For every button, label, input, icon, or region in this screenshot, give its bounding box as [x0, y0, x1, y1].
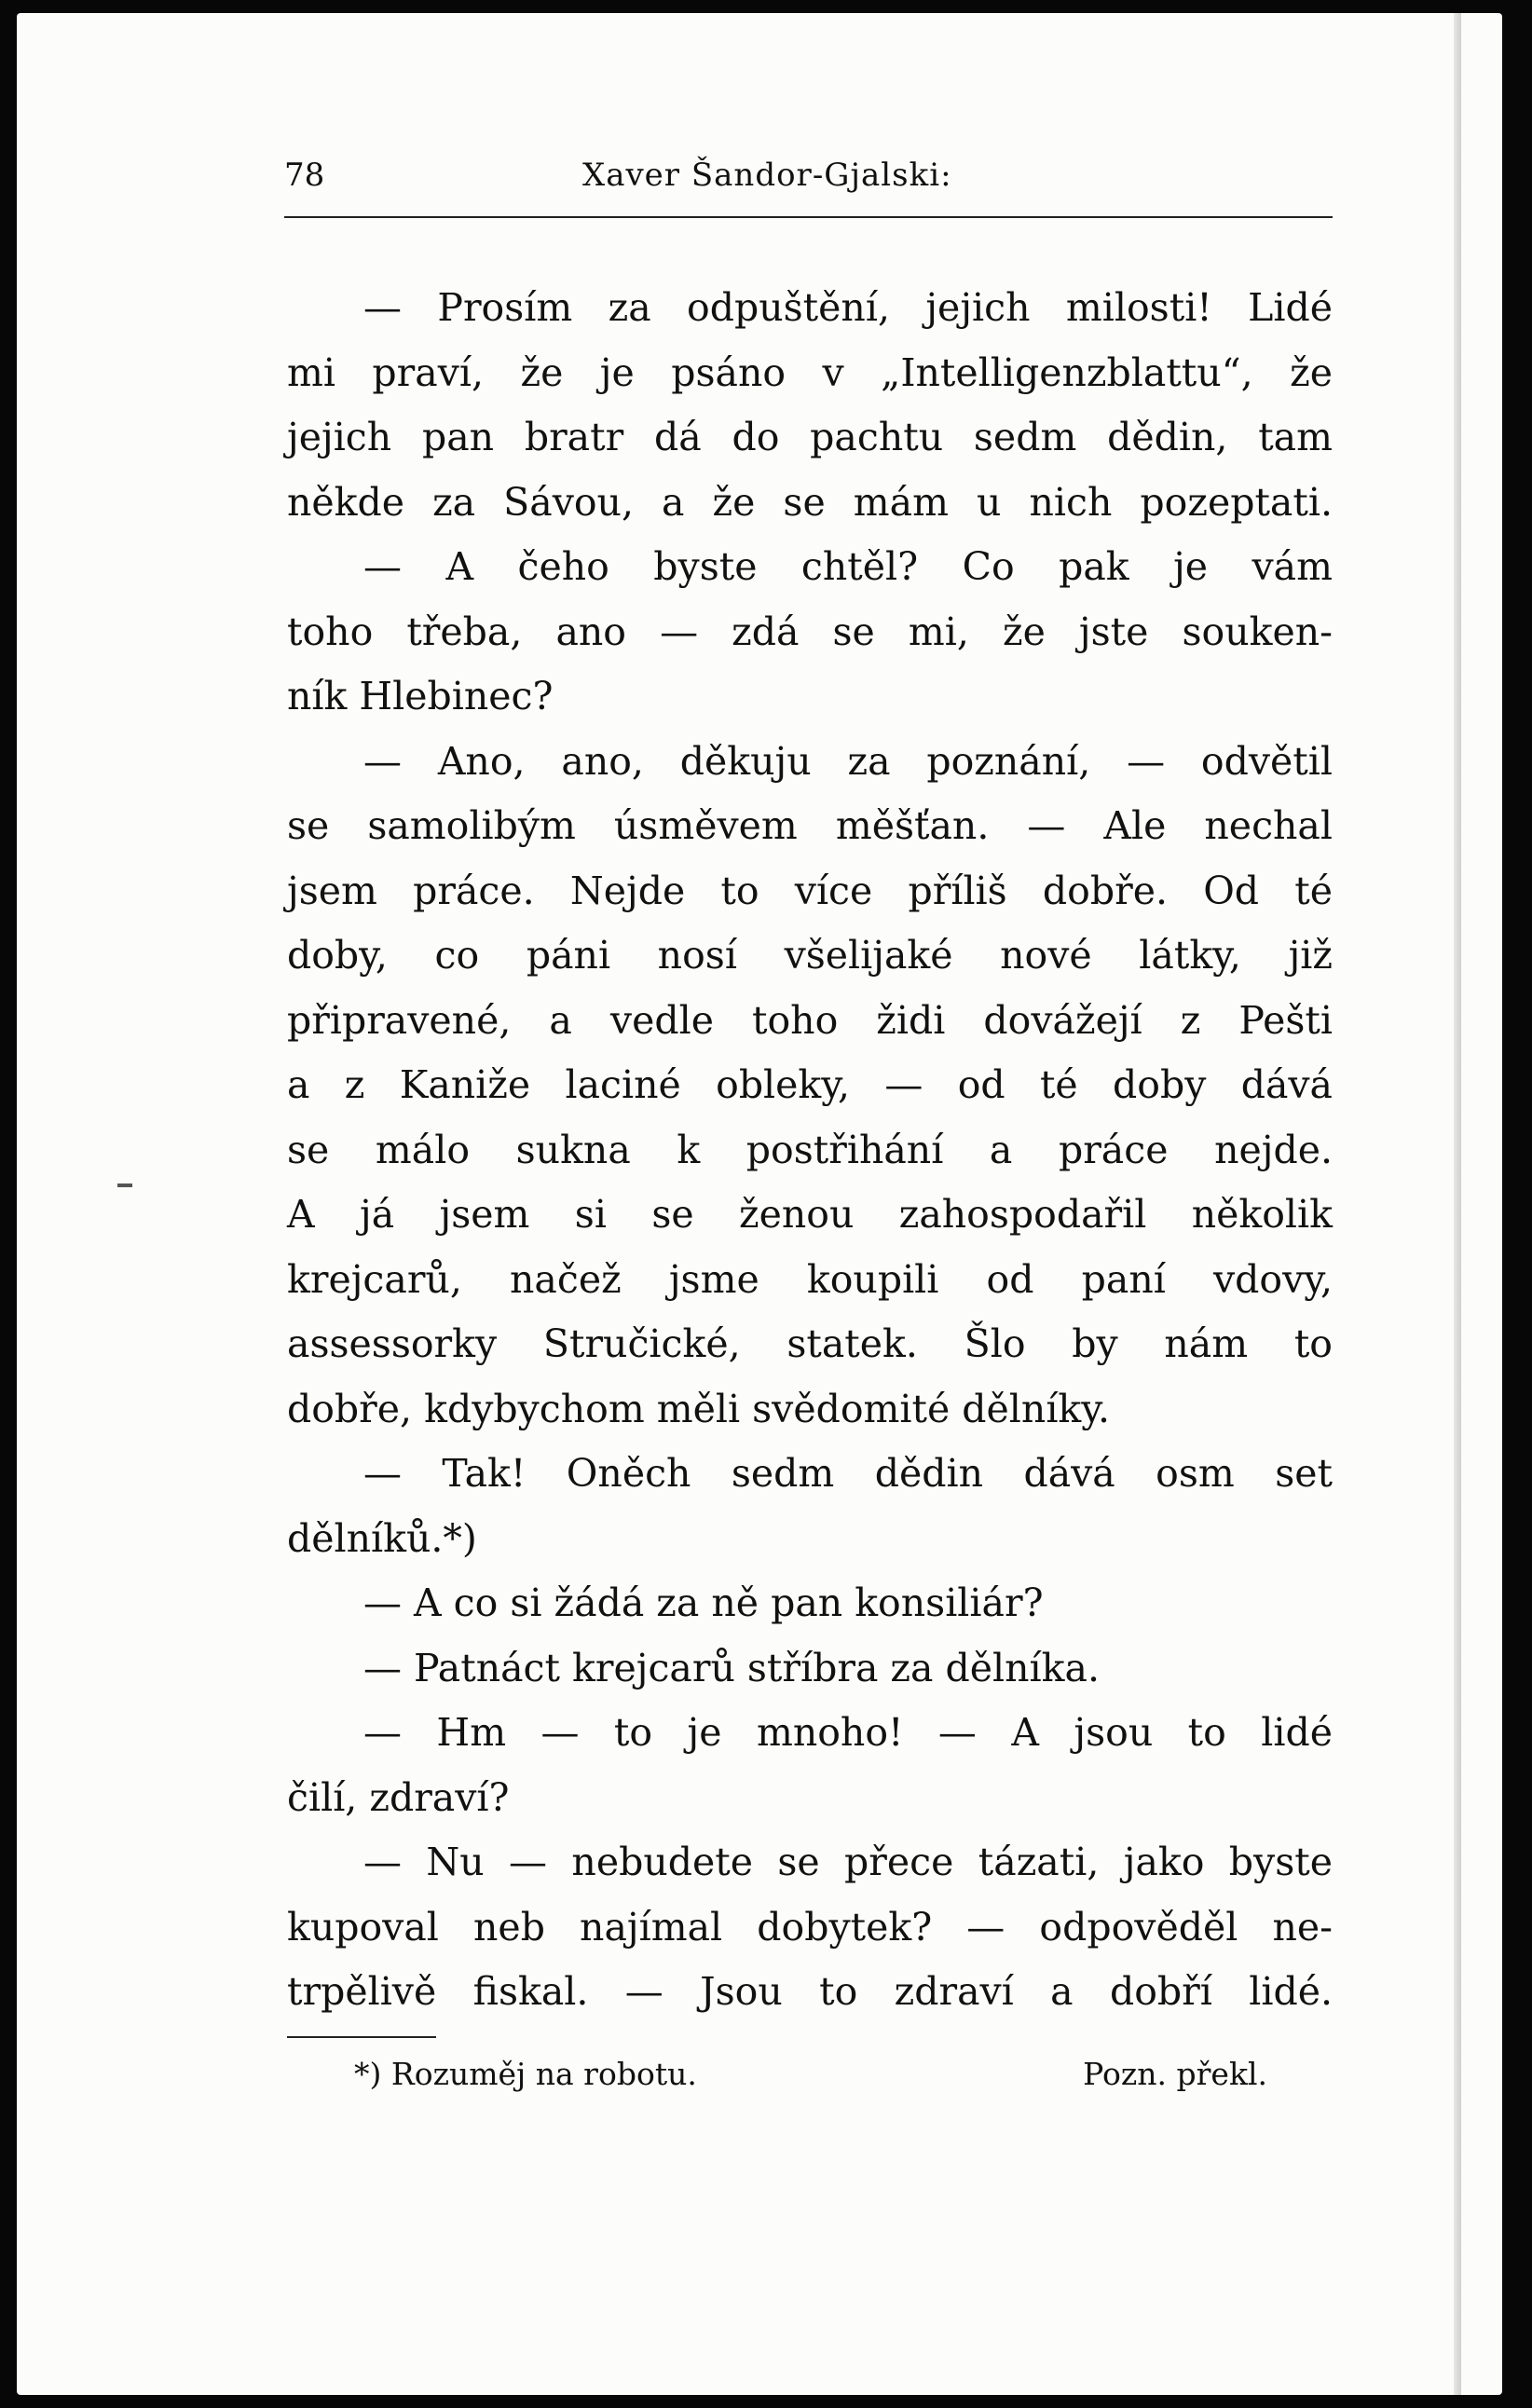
footnote-rule	[287, 2036, 436, 2038]
text-line: — Patnáct krejcarů stříbra za dělníka.	[363, 1645, 1100, 1690]
text-line: krejcarů, načež jsme koupili od paní vdovy,	[287, 1256, 1333, 1302]
footnote-text: *) Rozuměj na robotu.	[354, 2056, 697, 2092]
print-speck	[117, 1183, 132, 1187]
text-line: — Nu — nebudete se přece tázati, jako byste	[363, 1840, 1333, 1884]
text-line: se samolibým úsměvem měšťan. — Ale nechal	[287, 803, 1333, 848]
text-line: trpělivě fiskal. — Jsou to zdraví a dobří lidé.	[287, 1969, 1333, 2014]
text-line: jsem práce. Nejde to více příliš dobře. Od té	[287, 868, 1333, 913]
text-line: připravené, a vedle toho židi dovážejí z Pešti	[287, 997, 1333, 1043]
text-line: se málo sukna k postřihání a práce nejde.	[287, 1127, 1333, 1172]
page-number: 78	[284, 157, 325, 194]
footnote	[354, 2048, 1267, 2095]
text-line: ník Hlebinec?	[287, 674, 554, 718]
page-header	[284, 149, 1333, 201]
text-line: někde za Sávou, a že se mám u nich pozeptati.	[287, 479, 1333, 525]
text-line: a z Kaniže laciné obleky, — od té doby dává	[287, 1062, 1333, 1107]
text-line: — A co si žádá za ně pan konsiliár?	[363, 1580, 1044, 1625]
text-line: toho třeba, ano — zdá se mi, že jste souken-	[287, 609, 1333, 654]
text-line: — Ano, ano, děkuju za poznání, — odvětil	[363, 738, 1333, 784]
text-line: dobře, kdybychom měli svědomité dělníky.	[287, 1386, 1111, 1431]
header-rule	[284, 216, 1333, 218]
body-text	[287, 276, 1333, 2025]
text-line: A já jsem si se ženou zahospodařil několik	[287, 1192, 1333, 1237]
text-line: mi praví, že je psáno v „Intelligenzblattu“, že	[287, 349, 1333, 395]
running-head: Xaver Šandor-Gjalski:	[582, 157, 952, 194]
text-line: — Prosím za odpuštění, jejich milosti! Lidé	[363, 285, 1333, 330]
page-edge-shadow	[1454, 13, 1461, 2395]
text-line: assessorky Stručické, statek. Šlo by nám to	[287, 1321, 1333, 1366]
text-line: jejich pan bratr dá do pachtu sedm dědin, tam	[287, 415, 1333, 459]
text-line: — Tak! Oněch sedm dědin dává osm set	[363, 1451, 1333, 1496]
text-line: čilí, zdraví?	[287, 1774, 510, 1820]
text-line: — Hm — to je mnoho! — A jsou to lidé	[363, 1710, 1333, 1755]
text-line: kupoval neb najímal dobytek? — odpověděl ne-	[287, 1904, 1333, 1950]
text-line: doby, co páni nosí všelijaké nové látky, již	[287, 933, 1333, 978]
footnote-credit: Pozn. překl.	[1083, 2056, 1267, 2092]
text-line: — A čeho byste chtěl? Co pak je vám	[363, 544, 1333, 589]
text-line: dělníků.*)	[287, 1515, 477, 1561]
